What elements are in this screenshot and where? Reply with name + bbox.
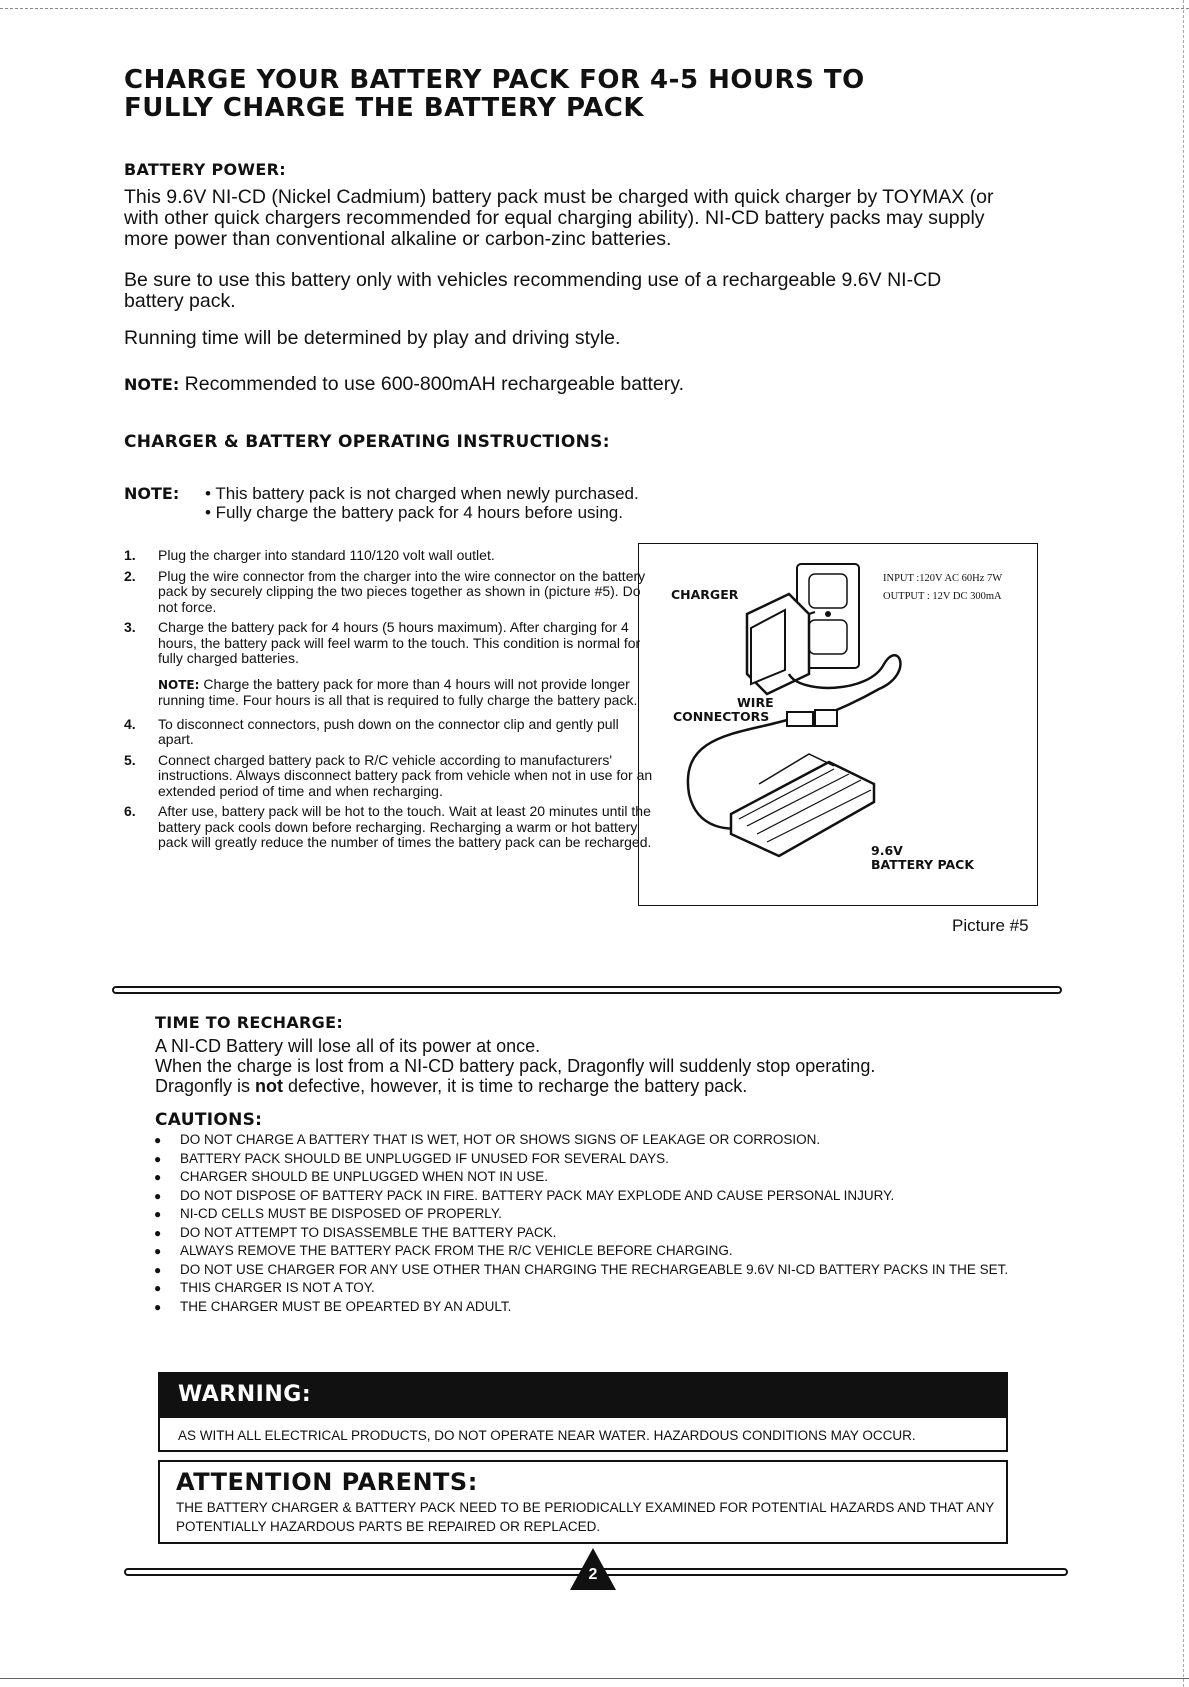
step-3-note <box>124 677 654 709</box>
outlet-screw <box>825 611 831 617</box>
page-title-line-1: CHARGE YOUR BATTERY PACK FOR 4-5 HOURS TO <box>124 65 865 95</box>
caution-item: ● CHARGER SHOULD BE UNPLUGGED WHEN NOT IN USE. <box>152 1170 1012 1184</box>
wire-label-2: CONNECTORS <box>673 709 770 724</box>
step-3-note-label: NOTE: <box>158 677 200 692</box>
step-text: Charge the battery pack for 4 hours (5 hours maximum). After charging for 4 hours, the battery pack will feel warm to the touch. This condition is normal for fully charged batteries. <box>158 619 641 666</box>
instruction-steps <box>124 548 654 856</box>
page-title <box>124 66 1024 122</box>
step-text: Plug the charger into standard 110/120 volt wall outlet. <box>158 547 495 563</box>
attention-title: ATTENTION PARENTS: <box>176 1468 478 1496</box>
instructions-notes <box>205 484 639 522</box>
charger-illustration <box>638 543 1038 906</box>
caution-item: ● DO NOT DISPOSE OF BATTERY PACK IN FIRE. BATTERY PACK MAY EXPLODE AND CAUSE PERSONAL INJURY. <box>152 1189 1012 1203</box>
caution-item: ● THIS CHARGER IS NOT A TOY. <box>152 1281 1012 1295</box>
step-6 <box>124 804 654 851</box>
caution-item: ● NI-CD CELLS MUST BE DISPOSED OF PROPERLY. <box>152 1207 1012 1221</box>
step-text: Connect charged battery pack to R/C vehicle according to manufacturers' instructions. Always disconnect battery pack from vehicle when not in use for an extended period of time and when recharging. <box>158 751 653 799</box>
section-divider <box>112 986 1062 994</box>
step-2 <box>124 569 654 616</box>
instructions-note-label: NOTE: <box>124 484 180 503</box>
battery-power-heading: BATTERY POWER: <box>124 160 286 179</box>
scan-edge-right <box>1183 0 1184 1687</box>
step-4 <box>124 717 654 748</box>
step-number: 5. <box>124 751 136 768</box>
caution-item: ● DO NOT USE CHARGER FOR ANY USE OTHER THAN CHARGING THE RECHARGEABLE 9.6V NI-CD BATTERY PACKS IN THE SET. <box>152 1263 1012 1277</box>
cautions-list <box>152 1133 1012 1318</box>
picture-caption: Picture #5 <box>952 916 1029 935</box>
warning-header <box>160 1374 1006 1418</box>
battery-pack-icon <box>731 762 874 856</box>
caution-item: ● DO NOT CHARGE A BATTERY THAT IS WET, HOT OR SHOWS SIGNS OF LEAKAGE OR CORROSION. <box>152 1133 1012 1147</box>
instructions-note-2: • Fully charge the battery pack for 4 hours before using. <box>205 503 623 522</box>
warning-text: AS WITH ALL ELECTRICAL PRODUCTS, DO NOT OPERATE NEAR WATER. HAZARDOUS CONDITIONS MAY OCCUR. <box>178 1428 916 1443</box>
recharge-line-2: When the charge is lost from a NI-CD battery pack, Dragonfly will suddenly stop operating. <box>155 1056 876 1076</box>
caution-item: ● ALWAYS REMOVE THE BATTERY PACK FROM THE R/C VEHICLE BEFORE CHARGING. <box>152 1244 1012 1258</box>
scan-edge-top <box>0 8 1189 9</box>
step-text: After use, battery pack will be hot to the touch. Wait at least 20 minutes until the battery pack cools down before recharging. Recharging a warm or hot battery pack will greatly reduce the number of times the battery pack can be recharged. <box>158 803 652 850</box>
recharge-line-3 <box>155 1076 1035 1096</box>
recharge-text <box>155 1036 1035 1096</box>
caution-item: ● THE CHARGER MUST BE OPEARTED BY AN ADULT. <box>152 1300 1012 1314</box>
step-number: 4. <box>124 715 136 732</box>
scan-edge-bottom <box>0 1678 1189 1679</box>
recharge-line-3-emphasis: not <box>255 1076 284 1096</box>
step-1 <box>124 548 654 564</box>
step-number: 6. <box>124 803 136 819</box>
instructions-note-1: • This battery pack is not charged when newly purchased. <box>205 484 639 503</box>
wire-connector-left <box>787 712 813 726</box>
warning-box <box>158 1372 1008 1452</box>
battery-label-1: 9.6V <box>871 843 903 858</box>
step-text: To disconnect connectors, push down on the connector clip and gently pull apart. <box>158 715 619 747</box>
instructions-heading: CHARGER & BATTERY OPERATING INSTRUCTIONS: <box>124 432 610 452</box>
caution-item: ● BATTERY PACK SHOULD BE UNPLUGGED IF UNUSED FOR SEVERAL DAYS. <box>152 1152 1012 1166</box>
battery-power-para-2: Be sure to use this battery only with vehicles recommending use of a rechargeable 9.6V NI-CD battery pack. <box>124 269 942 312</box>
cautions-heading: CAUTIONS: <box>155 1110 263 1130</box>
page-title-line-2: FULLY CHARGE THE BATTERY PACK <box>124 93 645 123</box>
battery-power-para-1: This 9.6V NI-CD (Nickel Cadmium) battery pack must be charged with quick charger by TOYMAX (or with other quick chargers recommended for equal charging ability). NI-CD battery packs may supply more power than conventional alkaline or carbon-zinc batteries. <box>124 186 994 250</box>
page-number: 2 <box>588 1566 598 1583</box>
recharge-heading: TIME TO RECHARGE: <box>155 1013 344 1032</box>
attention-parents-box <box>158 1460 1008 1544</box>
note-text: Recommended to use 600-800mAH rechargeable battery. <box>184 373 684 395</box>
step-number: 3. <box>124 619 136 635</box>
recharge-line-3-end: defective, however, it is time to recharge the battery pack. <box>283 1076 748 1096</box>
step-3-note-text: Charge the battery pack for more than 4 hours will not provide longer running time. Four hours is all that is required to fully charge the battery pack. <box>158 675 638 708</box>
wire-connector-right <box>815 710 837 726</box>
battery-power-note <box>124 374 984 395</box>
attention-text: THE BATTERY CHARGER & BATTERY PACK NEED TO BE PERIODICALLY EXAMINED FOR POTENTIAL HAZARDS AND THAT ANY POTENTIALLY HAZARDOUS PARTS BE REPAIRED OR REPLACED. <box>176 1500 994 1534</box>
warning-title: WARNING: <box>178 1382 312 1407</box>
output-spec: OUTPUT : 12V DC 300mA <box>883 591 1002 602</box>
recharge-line-3-start: Dragonfly is <box>155 1076 256 1096</box>
battery-power-para-3: Running time will be determined by play and driving style. <box>124 327 621 349</box>
note-label: NOTE: <box>124 375 180 394</box>
step-3 <box>124 620 654 667</box>
step-number: 1. <box>124 547 136 563</box>
step-number: 2. <box>124 567 136 584</box>
input-spec: INPUT :120V AC 60Hz 7W <box>883 573 1003 584</box>
step-text: Plug the wire connector from the charger into the wire connector on the battery pack by securely clipping the two pieces together as shown in (picture #5). Do not force. <box>158 567 646 615</box>
step-5 <box>124 753 654 800</box>
caution-item: ● DO NOT ATTEMPT TO DISASSEMBLE THE BATTERY PACK. <box>152 1226 1012 1240</box>
wire-label-1: WIRE <box>737 695 774 710</box>
recharge-line-1: A NI-CD Battery will lose all of its power at once. <box>155 1036 541 1056</box>
battery-label-2: BATTERY PACK <box>871 857 975 872</box>
charger-label: CHARGER <box>671 587 739 602</box>
